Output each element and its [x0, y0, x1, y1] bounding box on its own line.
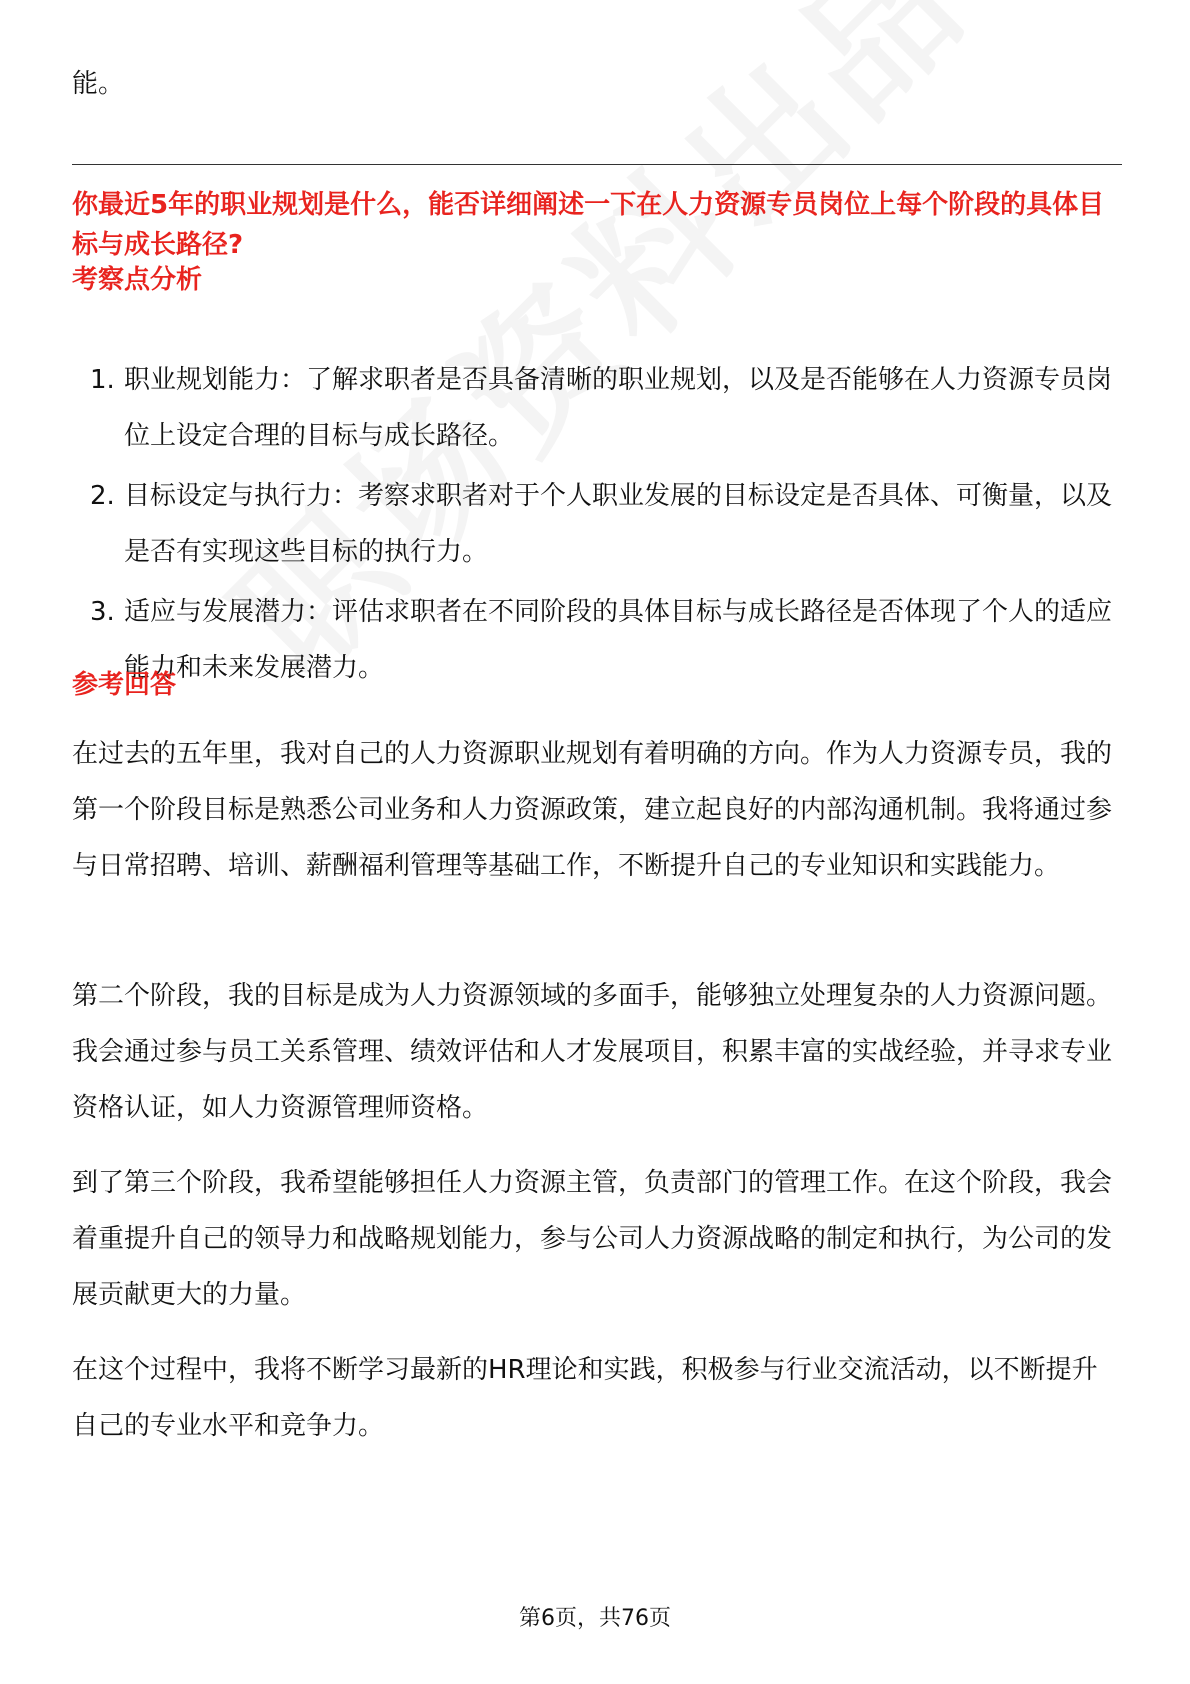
analysis-point — [72, 352, 1122, 464]
analysis-heading: 考察点分析 — [72, 265, 203, 295]
point-text: 适应与发展潜力：评估求职者在不同阶段的具体目标与成长路径是否体现了个人的适应能力和未来发展潜力。 — [124, 597, 1113, 683]
analysis-point — [72, 584, 1122, 696]
answer-heading: 参考回答 — [72, 670, 177, 700]
answer-paragraph: 到了第三个阶段，我希望能够担任人力资源主管，负责部门的管理工作。在这个阶段，我会着重提升自己的领导力和战略规划能力，参与公司人力资源战略的制定和执行，为公司的发展贡献更大的力量。 — [72, 1168, 1113, 1310]
point-text: 目标设定与执行力：考察求职者对于个人职业发展的目标设定是否具体、可衡量，以及是否有实现这些目标的执行力。 — [124, 481, 1113, 567]
point-number: 3. — [90, 597, 115, 627]
point-text: 职业规划能力：了解求职者是否具备清晰的职业规划，以及是否能够在人力资源专员岗位上设定合理的目标与成长路径。 — [124, 365, 1113, 451]
page-number: 第6页，共76页 — [519, 1606, 671, 1631]
point-number: 2. — [90, 481, 115, 511]
answer-paragraph: 在过去的五年里，我对自己的人力资源职业规划有着明确的方向。作为人力资源专员，我的第一个阶段目标是熟悉公司业务和人力资源政策，建立起良好的内部沟通机制。我将通过参与日常招聘、培训、薪酬福利管理等基础工作，不断提升自己的专业知识和实践能力。 — [72, 739, 1113, 881]
analysis-points-list — [72, 352, 1122, 700]
continuation-text: 能。 — [72, 69, 125, 99]
section-divider — [72, 164, 1122, 165]
question-heading: 你最近5年的职业规划是什么，能否详细阐述一下在人力资源专员岗位上每个阶段的具体目标与成长路径? — [72, 190, 1105, 260]
answer-paragraph: 在这个过程中，我将不断学习最新的HR理论和实践，积极参与行业交流活动，以不断提升自己的专业水平和竞争力。 — [72, 1355, 1098, 1441]
answer-paragraph: 第二个阶段，我的目标是成为人力资源领域的多面手，能够独立处理复杂的人力资源问题。我会通过参与员工关系管理、绩效评估和人才发展项目，积累丰富的实战经验，并寻求专业资格认证，如人力资源管理师资格。 — [72, 981, 1113, 1123]
analysis-point — [72, 468, 1122, 580]
point-number: 1. — [90, 365, 115, 395]
